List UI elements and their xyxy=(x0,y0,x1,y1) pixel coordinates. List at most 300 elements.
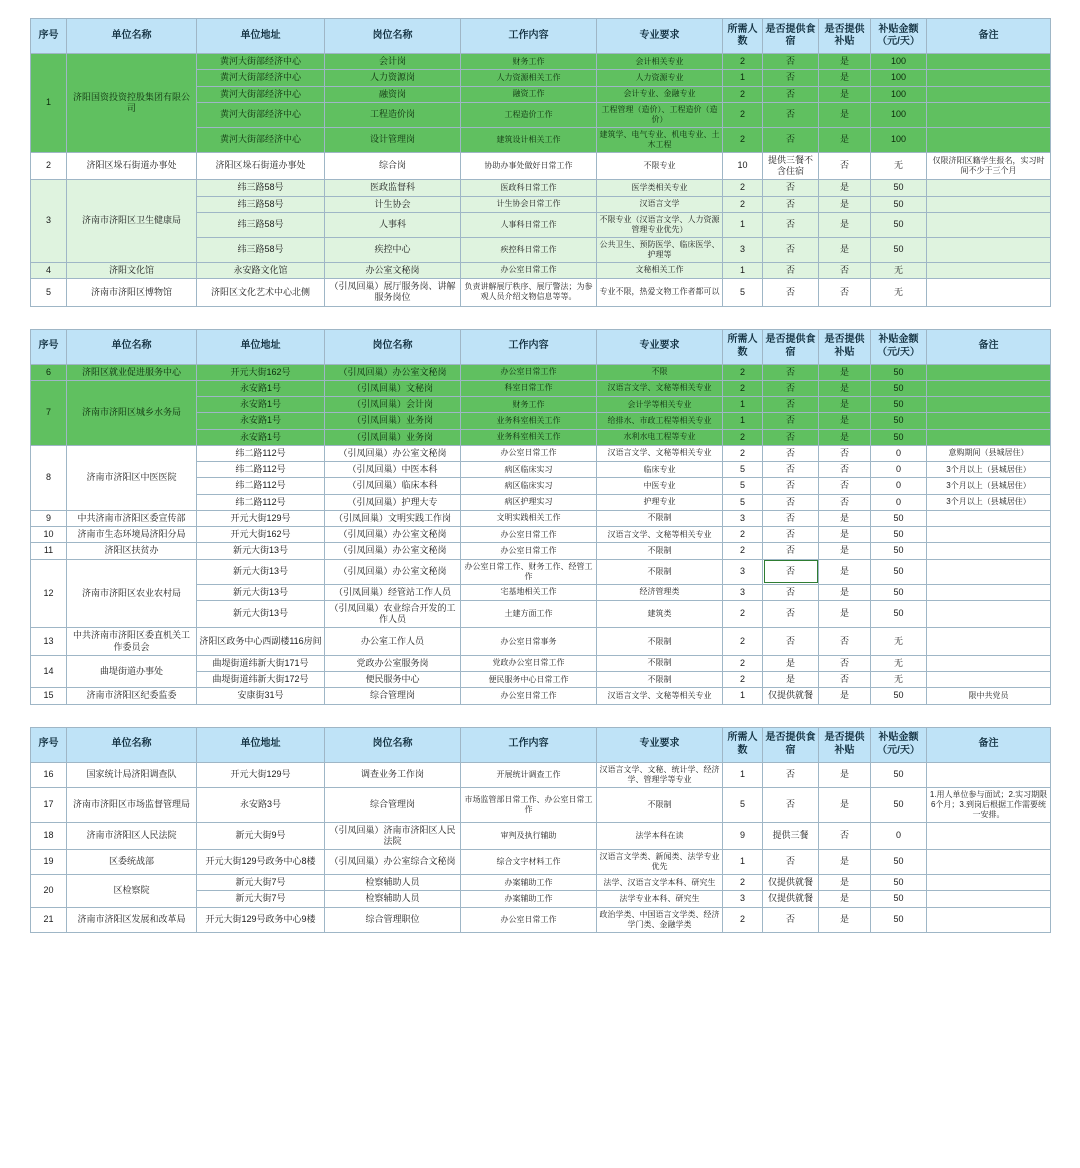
cell-major-requirement: 不限制 xyxy=(597,628,723,656)
cell-subsidy-amount: 无 xyxy=(871,672,927,688)
cell-subsidy-amount: 100 xyxy=(871,86,927,102)
cell-headcount: 1 xyxy=(723,688,763,704)
table-row xyxy=(31,907,1051,932)
cell-subsidy-provided: 是 xyxy=(819,127,871,152)
table-row xyxy=(31,152,1051,180)
cell-sequence: 5 xyxy=(31,279,67,307)
cell-unit-address: 黄河大街部经济中心 xyxy=(197,127,325,152)
cell-board-provided: 否 xyxy=(763,397,819,413)
cell-board-provided: 否 xyxy=(763,907,819,932)
cell-sequence: 16 xyxy=(31,762,67,787)
cell-unit-address: 纬三路58号 xyxy=(197,196,325,212)
cell-headcount: 2 xyxy=(723,672,763,688)
cell-unit-address: 济阳区政务中心西副楼116房间 xyxy=(197,628,325,656)
cell-subsidy-provided: 是 xyxy=(819,584,871,600)
cell-subsidy-provided: 是 xyxy=(819,688,871,704)
cell-subsidy-amount: 0 xyxy=(871,494,927,510)
column-header: 工作内容 xyxy=(461,329,597,364)
cell-unit-name: 济南市济阳区农业农村局 xyxy=(67,559,197,628)
cell-subsidy-amount: 50 xyxy=(871,413,927,429)
column-header: 所需人数 xyxy=(723,329,763,364)
column-header: 所需人数 xyxy=(723,727,763,762)
cell-board-provided: 否 xyxy=(763,413,819,429)
column-header: 单位地址 xyxy=(197,329,325,364)
cell-subsidy-amount: 无 xyxy=(871,628,927,656)
column-header: 单位名称 xyxy=(67,329,197,364)
cell-sequence: 4 xyxy=(31,262,67,278)
cell-subsidy-provided: 是 xyxy=(819,70,871,86)
cell-subsidy-provided: 是 xyxy=(819,196,871,212)
column-header: 所需人数 xyxy=(723,19,763,54)
table-row xyxy=(31,510,1051,526)
cell-board-provided: 否 xyxy=(763,70,819,86)
cell-unit-name: 济阳文化馆 xyxy=(67,262,197,278)
cell-subsidy-provided: 是 xyxy=(819,54,871,70)
cell-remark xyxy=(927,127,1051,152)
cell-major-requirement: 会计学等相关专业 xyxy=(597,397,723,413)
cell-job-name: 计生协会 xyxy=(325,196,461,212)
cell-major-requirement: 法学专业本科、研究生 xyxy=(597,891,723,907)
cell-major-requirement: 医学类相关专业 xyxy=(597,180,723,196)
cell-job-content: 文明实践相关工作 xyxy=(461,510,597,526)
cell-unit-name: 区检察院 xyxy=(67,875,197,908)
cell-headcount: 5 xyxy=(723,787,763,822)
cell-unit-address: 新元大街13号 xyxy=(197,600,325,628)
column-header: 是否提供食宿 xyxy=(763,329,819,364)
cell-board-provided: 仅提供就餐 xyxy=(763,688,819,704)
cell-job-name: （引凤回巢）济南市济阳区人民法院 xyxy=(325,822,461,850)
cell-subsidy-amount: 50 xyxy=(871,787,927,822)
cell-job-content: 科室日常工作 xyxy=(461,380,597,396)
cell-board-provided: 否 xyxy=(763,478,819,494)
cell-sequence: 1 xyxy=(31,54,67,153)
cell-subsidy-amount: 50 xyxy=(871,527,927,543)
cell-major-requirement: 法学、汉语言文学本科、研究生 xyxy=(597,875,723,891)
cell-subsidy-provided: 是 xyxy=(819,237,871,262)
cell-job-name: 融资岗 xyxy=(325,86,461,102)
column-header: 专业要求 xyxy=(597,19,723,54)
cell-job-content: 办公室日常工作 xyxy=(461,527,597,543)
cell-job-content: 病区临床实习 xyxy=(461,478,597,494)
column-header: 单位名称 xyxy=(67,727,197,762)
cell-board-provided: 否 xyxy=(763,237,819,262)
cell-subsidy-provided: 是 xyxy=(819,102,871,127)
cell-sequence: 3 xyxy=(31,180,67,263)
cell-unit-address: 黄河大街部经济中心 xyxy=(197,70,325,86)
column-header: 工作内容 xyxy=(461,727,597,762)
cell-job-content: 办公室日常工作 xyxy=(461,688,597,704)
cell-job-content: 病区临床实习 xyxy=(461,462,597,478)
cell-major-requirement: 文秘相关工作 xyxy=(597,262,723,278)
cell-board-provided: 否 xyxy=(763,86,819,102)
cell-remark xyxy=(927,850,1051,875)
cell-subsidy-provided: 否 xyxy=(819,672,871,688)
cell-subsidy-provided: 是 xyxy=(819,180,871,196)
cell-unit-address: 永安路1号 xyxy=(197,413,325,429)
column-header: 是否提供补贴 xyxy=(819,329,871,364)
cell-headcount: 5 xyxy=(723,462,763,478)
cell-subsidy-amount: 50 xyxy=(871,891,927,907)
cell-major-requirement: 汉语言文学、文秘等相关专业 xyxy=(597,688,723,704)
cell-job-name: （引凤回巢）办公室文秘岗 xyxy=(325,445,461,461)
cell-headcount: 10 xyxy=(723,152,763,180)
cell-job-name: 便民服务中心 xyxy=(325,672,461,688)
cell-subsidy-amount: 0 xyxy=(871,822,927,850)
cell-job-name: 人事科 xyxy=(325,212,461,237)
cell-headcount: 2 xyxy=(723,655,763,671)
cell-remark xyxy=(927,364,1051,380)
cell-board-provided: 否 xyxy=(763,559,819,584)
cell-sequence: 11 xyxy=(31,543,67,559)
cell-sequence: 15 xyxy=(31,688,67,704)
cell-remark: 3个月以上（县城居住） xyxy=(927,494,1051,510)
cell-unit-address: 纬三路58号 xyxy=(197,212,325,237)
cell-job-content: 办案辅助工作 xyxy=(461,891,597,907)
cell-job-name: （引凤回巢）中医本科 xyxy=(325,462,461,478)
cell-headcount: 1 xyxy=(723,70,763,86)
cell-headcount: 2 xyxy=(723,875,763,891)
cell-sequence: 12 xyxy=(31,559,67,628)
cell-headcount: 2 xyxy=(723,86,763,102)
cell-subsidy-provided: 是 xyxy=(819,364,871,380)
cell-job-content: 办公室日常工作 xyxy=(461,364,597,380)
cell-subsidy-provided: 是 xyxy=(819,559,871,584)
cell-major-requirement: 汉语言文学、文秘、统计学、经济学、管理学等专业 xyxy=(597,762,723,787)
cell-major-requirement: 不限制 xyxy=(597,510,723,526)
cell-remark xyxy=(927,279,1051,307)
cell-subsidy-provided: 是 xyxy=(819,762,871,787)
cell-subsidy-provided: 否 xyxy=(819,152,871,180)
cell-unit-name: 曲堤街道办事处 xyxy=(67,655,197,688)
cell-board-provided: 否 xyxy=(763,543,819,559)
column-header: 单位地址 xyxy=(197,727,325,762)
cell-unit-address: 曲堤街道纬新大街171号 xyxy=(197,655,325,671)
cell-subsidy-provided: 否 xyxy=(819,462,871,478)
cell-unit-name: 济阳区垛石街道办事处 xyxy=(67,152,197,180)
cell-headcount: 2 xyxy=(723,54,763,70)
cell-remark xyxy=(927,527,1051,543)
cell-headcount: 2 xyxy=(723,127,763,152)
cell-job-content: 土建方面工作 xyxy=(461,600,597,628)
cell-job-content: 审判及执行辅助 xyxy=(461,822,597,850)
column-header: 岗位名称 xyxy=(325,19,461,54)
cell-major-requirement: 汉语言文学、文秘等相关专业 xyxy=(597,380,723,396)
cell-headcount: 3 xyxy=(723,510,763,526)
cell-headcount: 5 xyxy=(723,478,763,494)
cell-job-content: 疾控科日常工作 xyxy=(461,237,597,262)
cell-unit-name: 济南市济阳区中医医院 xyxy=(67,445,197,510)
cell-job-name: 办公室文秘岗 xyxy=(325,262,461,278)
cell-unit-address: 永安路1号 xyxy=(197,429,325,445)
cell-board-provided: 否 xyxy=(763,279,819,307)
cell-sequence: 18 xyxy=(31,822,67,850)
cell-board-provided: 否 xyxy=(763,212,819,237)
cell-board-provided: 是 xyxy=(763,672,819,688)
cell-sequence: 6 xyxy=(31,364,67,380)
cell-subsidy-amount: 100 xyxy=(871,127,927,152)
column-header: 序号 xyxy=(31,329,67,364)
cell-job-content: 市场监管部日常工作、办公室日常工作 xyxy=(461,787,597,822)
cell-remark xyxy=(927,543,1051,559)
cell-remark xyxy=(927,891,1051,907)
column-header: 序号 xyxy=(31,19,67,54)
cell-job-content: 便民服务中心日常工作 xyxy=(461,672,597,688)
cell-unit-name: 济南市济阳区市场监督管理局 xyxy=(67,787,197,822)
column-header: 备注 xyxy=(927,727,1051,762)
cell-unit-address: 纬三路58号 xyxy=(197,180,325,196)
tables-container xyxy=(30,18,1050,933)
cell-unit-name: 济南市济阳区卫生健康局 xyxy=(67,180,197,263)
table-row xyxy=(31,559,1051,584)
cell-job-name: 调查业务工作岗 xyxy=(325,762,461,787)
cell-job-name: 会计岗 xyxy=(325,54,461,70)
table-row xyxy=(31,445,1051,461)
cell-board-provided: 否 xyxy=(763,527,819,543)
cell-sequence: 9 xyxy=(31,510,67,526)
cell-job-name: 综合管理岗 xyxy=(325,787,461,822)
cell-subsidy-provided: 否 xyxy=(819,279,871,307)
cell-job-content: 业务科室相关工作 xyxy=(461,413,597,429)
cell-major-requirement: 不限制 xyxy=(597,672,723,688)
column-header: 岗位名称 xyxy=(325,329,461,364)
cell-job-content: 办公室日常工作、财务工作、经管工作 xyxy=(461,559,597,584)
cell-unit-address: 黄河大街部经济中心 xyxy=(197,86,325,102)
cell-subsidy-amount: 0 xyxy=(871,445,927,461)
cell-remark xyxy=(927,180,1051,196)
column-header: 是否提供补贴 xyxy=(819,19,871,54)
cell-remark xyxy=(927,196,1051,212)
table-row xyxy=(31,688,1051,704)
cell-unit-address: 曲堤街道纬新大街172号 xyxy=(197,672,325,688)
cell-board-provided: 否 xyxy=(763,600,819,628)
cell-job-name: （引凤回巢）办公室文秘岗 xyxy=(325,543,461,559)
cell-unit-address: 永安路文化馆 xyxy=(197,262,325,278)
cell-job-content: 业务科室相关工作 xyxy=(461,429,597,445)
cell-job-name: （引凤回巢）业务岗 xyxy=(325,413,461,429)
cell-remark xyxy=(927,397,1051,413)
cell-subsidy-amount: 无 xyxy=(871,655,927,671)
cell-sequence: 2 xyxy=(31,152,67,180)
cell-headcount: 3 xyxy=(723,584,763,600)
table-row xyxy=(31,850,1051,875)
cell-headcount: 2 xyxy=(723,445,763,461)
cell-remark: 仅限济阳区籍学生报名，实习时间不少于三个月 xyxy=(927,152,1051,180)
cell-remark xyxy=(927,907,1051,932)
column-header: 专业要求 xyxy=(597,727,723,762)
cell-job-content: 办公室日常工作 xyxy=(461,262,597,278)
table-header-row xyxy=(31,329,1051,364)
cell-headcount: 2 xyxy=(723,600,763,628)
cell-unit-address: 济阳区文化艺术中心北侧 xyxy=(197,279,325,307)
cell-major-requirement: 水利水电工程等专业 xyxy=(597,429,723,445)
table-row xyxy=(31,380,1051,396)
cell-major-requirement: 公共卫生、预防医学、临床医学、护理等 xyxy=(597,237,723,262)
cell-job-content: 办公室日常工作 xyxy=(461,445,597,461)
cell-headcount: 3 xyxy=(723,237,763,262)
cell-major-requirement: 会计相关专业 xyxy=(597,54,723,70)
cell-major-requirement: 会计专业、金融专业 xyxy=(597,86,723,102)
cell-subsidy-provided: 否 xyxy=(819,494,871,510)
cell-unit-name: 中共济南市济阳区委宣传部 xyxy=(67,510,197,526)
cell-job-name: （引凤回巢）展厅服务岗、讲解服务岗位 xyxy=(325,279,461,307)
column-header: 备注 xyxy=(927,19,1051,54)
cell-board-provided: 否 xyxy=(763,127,819,152)
table-row xyxy=(31,180,1051,196)
cell-headcount: 3 xyxy=(723,559,763,584)
cell-unit-name: 国家统计局济阳调查队 xyxy=(67,762,197,787)
table-header-row xyxy=(31,727,1051,762)
cell-remark xyxy=(927,237,1051,262)
cell-subsidy-amount: 无 xyxy=(871,262,927,278)
column-header: 专业要求 xyxy=(597,329,723,364)
cell-subsidy-amount: 50 xyxy=(871,429,927,445)
cell-headcount: 2 xyxy=(723,102,763,127)
cell-job-content: 人力资源相关工作 xyxy=(461,70,597,86)
cell-job-name: 设计管理岗 xyxy=(325,127,461,152)
cell-subsidy-provided: 是 xyxy=(819,907,871,932)
cell-job-name: （引凤回巢）文明实践工作岗 xyxy=(325,510,461,526)
cell-job-content: 综合文字材料工作 xyxy=(461,850,597,875)
cell-board-provided: 提供三餐 xyxy=(763,822,819,850)
cell-unit-address: 黄河大街部经济中心 xyxy=(197,102,325,127)
cell-remark xyxy=(927,559,1051,584)
cell-sequence: 13 xyxy=(31,628,67,656)
cell-unit-name: 济阳国资投资控股集团有限公司 xyxy=(67,54,197,153)
cell-major-requirement: 不限制 xyxy=(597,543,723,559)
cell-board-provided: 否 xyxy=(763,196,819,212)
cell-subsidy-provided: 是 xyxy=(819,86,871,102)
cell-major-requirement: 人力资源专业 xyxy=(597,70,723,86)
cell-headcount: 1 xyxy=(723,413,763,429)
cell-board-provided: 否 xyxy=(763,54,819,70)
cell-job-name: 综合管理岗 xyxy=(325,688,461,704)
cell-board-provided: 否 xyxy=(763,494,819,510)
cell-board-provided: 否 xyxy=(763,429,819,445)
cell-headcount: 2 xyxy=(723,180,763,196)
cell-subsidy-amount: 50 xyxy=(871,510,927,526)
cell-remark xyxy=(927,655,1051,671)
cell-headcount: 2 xyxy=(723,364,763,380)
cell-job-content: 财务工作 xyxy=(461,54,597,70)
cell-unit-address: 新元大街7号 xyxy=(197,891,325,907)
cell-major-requirement: 汉语言文学类、新闻类、法学专业优先 xyxy=(597,850,723,875)
cell-subsidy-provided: 否 xyxy=(819,655,871,671)
cell-subsidy-provided: 是 xyxy=(819,543,871,559)
cell-subsidy-provided: 否 xyxy=(819,478,871,494)
cell-job-name: （引凤回巢）办公室文秘岗 xyxy=(325,559,461,584)
cell-subsidy-amount: 50 xyxy=(871,364,927,380)
cell-unit-name: 济南市生态环境局济阳分局 xyxy=(67,527,197,543)
cell-subsidy-amount: 50 xyxy=(871,907,927,932)
cell-remark xyxy=(927,262,1051,278)
cell-unit-address: 纬二路112号 xyxy=(197,494,325,510)
cell-headcount: 2 xyxy=(723,628,763,656)
cell-subsidy-amount: 无 xyxy=(871,279,927,307)
cell-unit-address: 新元大街7号 xyxy=(197,875,325,891)
cell-unit-address: 黄河大街部经济中心 xyxy=(197,54,325,70)
cell-unit-name: 济南市济阳区人民法院 xyxy=(67,822,197,850)
cell-unit-name: 济阳区就业促进服务中心 xyxy=(67,364,197,380)
cell-board-provided: 否 xyxy=(763,180,819,196)
cell-major-requirement: 护理专业 xyxy=(597,494,723,510)
cell-headcount: 2 xyxy=(723,380,763,396)
cell-headcount: 9 xyxy=(723,822,763,850)
cell-job-name: 人力资源岗 xyxy=(325,70,461,86)
cell-job-name: 检察辅助人员 xyxy=(325,875,461,891)
column-header: 工作内容 xyxy=(461,19,597,54)
cell-job-name: 综合管理职位 xyxy=(325,907,461,932)
cell-job-name: 党政办公室服务岗 xyxy=(325,655,461,671)
cell-board-provided: 仅提供就餐 xyxy=(763,891,819,907)
table-row xyxy=(31,279,1051,307)
cell-board-provided: 否 xyxy=(763,262,819,278)
cell-subsidy-amount: 50 xyxy=(871,237,927,262)
cell-major-requirement: 临床专业 xyxy=(597,462,723,478)
column-header: 是否提供食宿 xyxy=(763,19,819,54)
cell-unit-address: 安康街31号 xyxy=(197,688,325,704)
cell-remark xyxy=(927,600,1051,628)
cell-subsidy-amount: 50 xyxy=(871,180,927,196)
cell-subsidy-amount: 0 xyxy=(871,462,927,478)
table-row xyxy=(31,262,1051,278)
cell-unit-address: 纬三路58号 xyxy=(197,237,325,262)
cell-unit-address: 开元大街162号 xyxy=(197,364,325,380)
cell-major-requirement: 法学本科在读 xyxy=(597,822,723,850)
cell-job-content: 开展统计调查工作 xyxy=(461,762,597,787)
cell-subsidy-amount: 无 xyxy=(871,152,927,180)
cell-unit-address: 济阳区垛石街道办事处 xyxy=(197,152,325,180)
cell-job-name: （引凤回巢）办公室文秘岗 xyxy=(325,364,461,380)
cell-job-name: 检察辅助人员 xyxy=(325,891,461,907)
cell-job-name: （引凤回巢）业务岗 xyxy=(325,429,461,445)
cell-board-provided: 仅提供就餐 xyxy=(763,875,819,891)
cell-unit-address: 永安路1号 xyxy=(197,397,325,413)
cell-job-content: 办公室日常事务 xyxy=(461,628,597,656)
cell-job-name: 综合岗 xyxy=(325,152,461,180)
cell-job-name: （引凤回巢）会计岗 xyxy=(325,397,461,413)
cell-board-provided: 否 xyxy=(763,510,819,526)
cell-unit-name: 济南市济阳区发展和改革局 xyxy=(67,907,197,932)
table-row xyxy=(31,762,1051,787)
cell-subsidy-amount: 50 xyxy=(871,397,927,413)
cell-headcount: 2 xyxy=(723,196,763,212)
cell-board-provided: 否 xyxy=(763,462,819,478)
cell-subsidy-amount: 50 xyxy=(871,688,927,704)
cell-major-requirement: 不限专业 xyxy=(597,152,723,180)
cell-remark: 限中共党员 xyxy=(927,688,1051,704)
cell-subsidy-amount: 50 xyxy=(871,600,927,628)
cell-subsidy-provided: 是 xyxy=(819,212,871,237)
cell-job-content: 宅基地相关工作 xyxy=(461,584,597,600)
cell-subsidy-provided: 否 xyxy=(819,262,871,278)
cell-job-name: （引凤回巢）护理大专 xyxy=(325,494,461,510)
cell-job-content: 人事科日常工作 xyxy=(461,212,597,237)
cell-major-requirement: 不限制 xyxy=(597,655,723,671)
cell-job-content: 建筑设计相关工作 xyxy=(461,127,597,152)
cell-subsidy-provided: 是 xyxy=(819,510,871,526)
cell-major-requirement: 不限制 xyxy=(597,559,723,584)
cell-headcount: 1 xyxy=(723,762,763,787)
cell-board-provided: 否 xyxy=(763,762,819,787)
table-row xyxy=(31,364,1051,380)
cell-subsidy-amount: 50 xyxy=(871,850,927,875)
cell-subsidy-amount: 50 xyxy=(871,875,927,891)
cell-job-name: 工程造价岗 xyxy=(325,102,461,127)
column-header: 单位地址 xyxy=(197,19,325,54)
cell-headcount: 1 xyxy=(723,850,763,875)
cell-remark xyxy=(927,102,1051,127)
cell-sequence: 21 xyxy=(31,907,67,932)
